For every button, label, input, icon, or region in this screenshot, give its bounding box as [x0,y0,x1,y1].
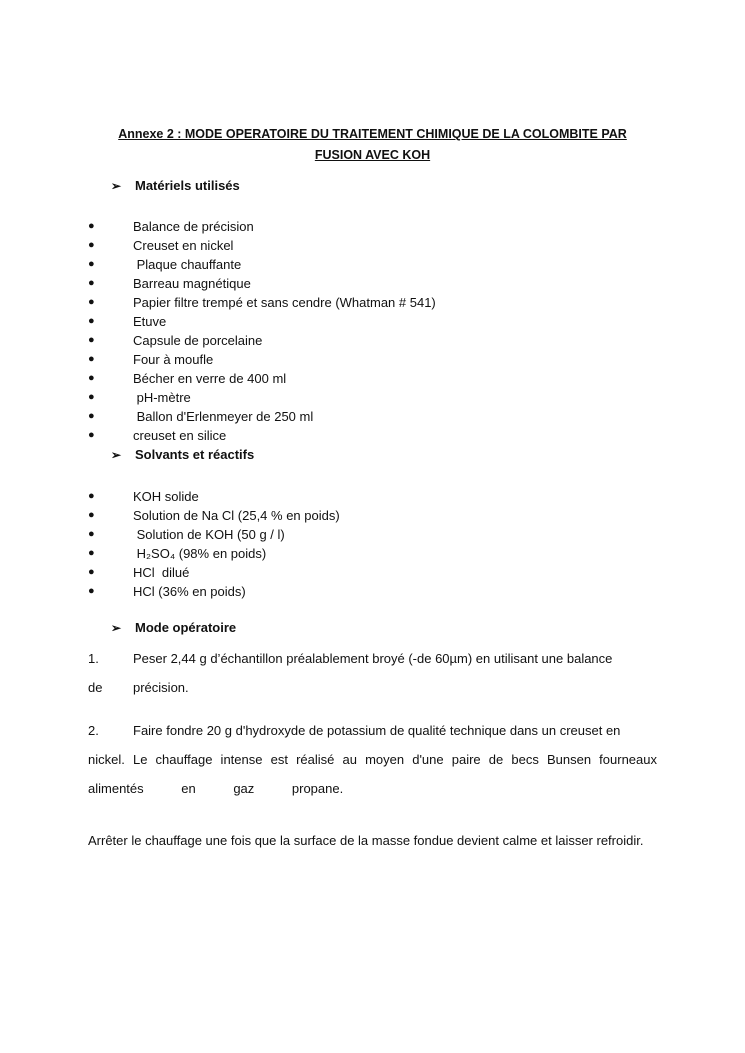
step-2-paragraph [88,716,657,803]
bullet-icon: ● [88,334,95,346]
title-line-1: Annexe 2 : MODE OPERATOIRE DU TRAITEMENT CHIMIQUE DE LA COLOMBITE PAR [118,127,627,141]
bullet-icon: ● [88,258,95,270]
step-2-line-3: alimentés en gaz propane. [88,781,344,796]
stop-heating-paragraph: Arrêter le chauffage une fois que la surface de la masse fondue devient calme et laisser refroidir. [88,833,644,848]
bullet-icon: ● [88,277,95,289]
list-item: ● Papier filtre trempé et sans cendre (Whatman # 541) [88,295,436,310]
heading-label: Solvants et réactifs [135,447,255,462]
list-item: ● Solution de Na Cl (25,4 % en poids) [88,508,340,523]
bullet-icon: ● [88,391,95,403]
list-item: ● Four à moufle [88,352,214,367]
list-item: ● Bécher en verre de 400 ml [88,371,287,386]
list-item: ● Ballon d'Erlenmeyer de 250 ml [88,409,314,424]
step-1-paragraph [88,644,657,702]
title-line-2: FUSION AVEC KOH [314,148,431,162]
list-item: ● Etuve [88,314,167,329]
arrow-bullet-icon: ➢ [111,448,122,462]
step-number: 2. [88,723,99,738]
list-item: ● H₂SO₄ (98% en poids) [88,546,267,561]
step-number: 1. [88,651,99,666]
bullet-icon: ● [88,509,95,521]
section-heading-materiels [111,178,240,193]
list-item: ● Balance de précision [88,219,254,234]
bullet-icon: ● [88,528,95,540]
bullet-icon: ● [88,410,95,422]
list-item: ● KOH solide [88,489,199,504]
list-item: ● creuset en silice [88,428,227,443]
list-item: ● Solution de KOH (50 g / l) [88,527,285,542]
step-1-continuation: de précision. [88,680,189,695]
heading-label: Mode opératoire [135,620,237,635]
bullet-icon: ● [88,547,95,559]
list-item: ● Plaque chauffante [88,257,242,272]
bullet-icon: ● [88,220,95,232]
section-heading-mode [111,620,236,635]
bullet-icon: ● [88,315,95,327]
step-1-line [88,644,657,673]
bullet-icon: ● [88,585,95,597]
materiels-list [88,217,436,445]
bullet-icon: ● [88,296,95,308]
bullet-icon: ● [88,353,95,365]
page-title [100,124,645,166]
step-text: Peser 2,44 g d’échantillon préalablement broyé (-de 60µm) en utilisant une balance [133,651,613,666]
list-item: ● pH-mètre [88,390,191,405]
bullet-icon: ● [88,372,95,384]
section-heading-solvants [111,447,254,462]
list-item: ● Creuset en nickel [88,238,234,253]
list-item: ● HCl (36% en poids) [88,584,246,599]
list-item: ● Barreau magnétique [88,276,251,291]
heading-label: Matériels utilisés [135,178,240,193]
solvants-list [88,487,340,601]
step-2-line-1: 2. Faire fondre 20 g d'hydroxyde de potassium de qualité technique dans un creuset en [88,716,657,745]
bullet-icon: ● [88,429,95,441]
arrow-bullet-icon: ➢ [111,621,122,635]
arrow-bullet-icon: ➢ [111,179,122,193]
bullet-icon: ● [88,239,95,251]
bullet-icon: ● [88,566,95,578]
list-item: ● HCl dilué [88,565,190,580]
bullet-icon: ● [88,490,95,502]
step-2-line-2: nickel. Le chauffage intense est réalisé au moyen d'une paire de becs Bunsen fourneaux [88,752,657,767]
list-item: ● Capsule de porcelaine [88,333,263,348]
